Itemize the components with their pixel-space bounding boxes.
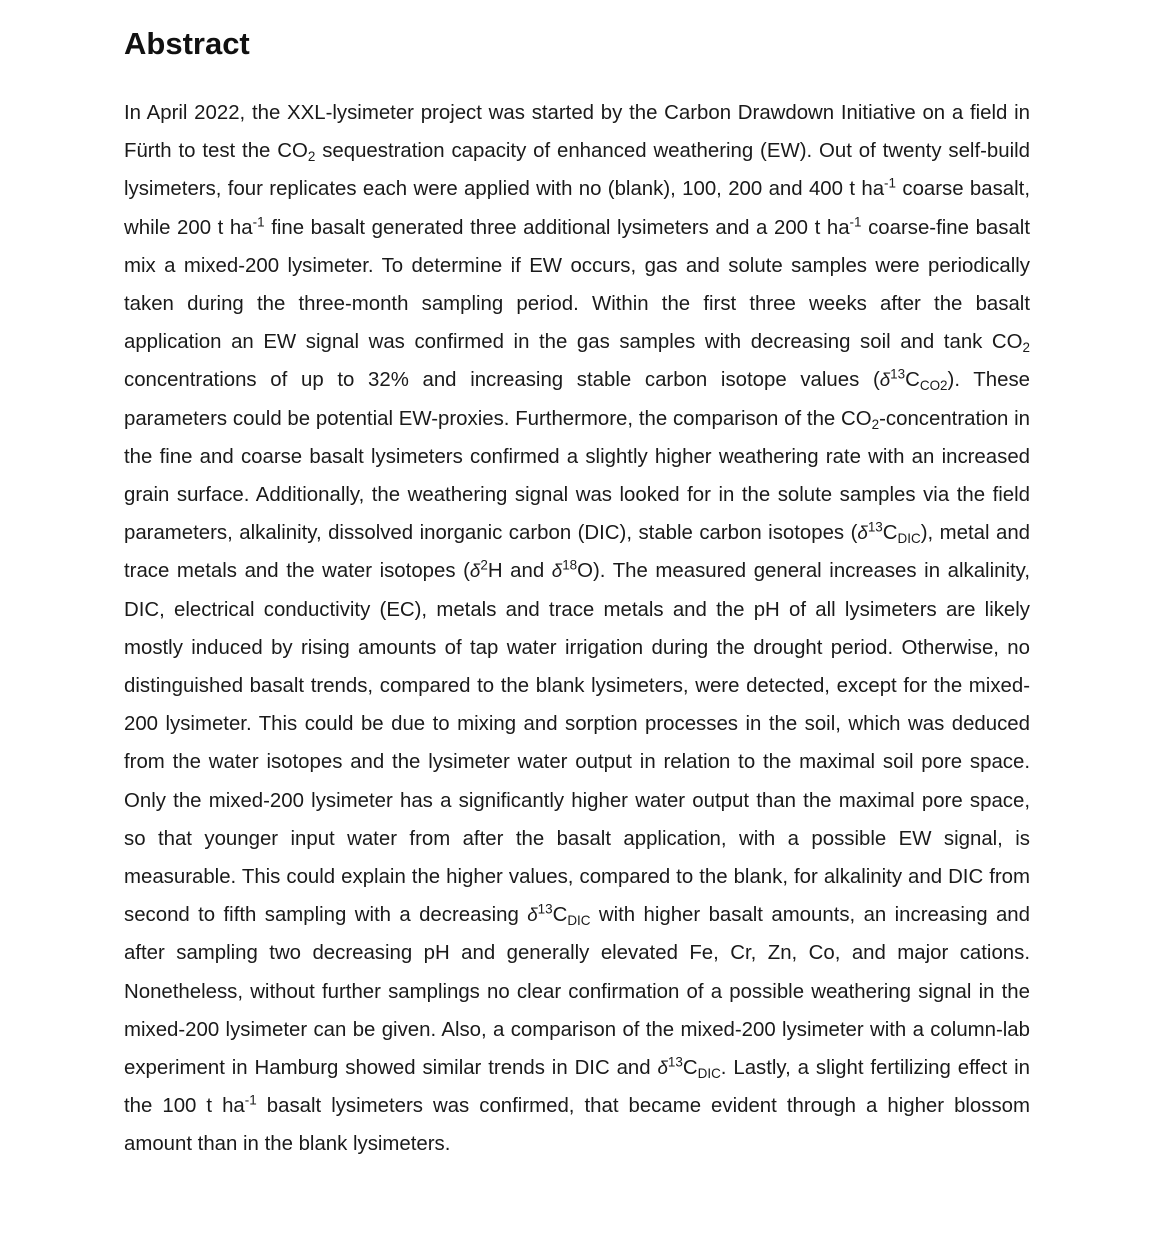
abstract-text: C <box>905 369 920 392</box>
abstract-text: C <box>682 1057 698 1080</box>
abstract-text: ). These parameters could be potential EW-proxies. Furthermore, the comparison of the CO <box>124 369 1030 430</box>
abstract-text: coarse basalt, while 200 t ha <box>124 178 1031 239</box>
delta-symbol: δ <box>527 904 538 926</box>
delta-symbol: δ <box>469 560 481 582</box>
superscript: 13 <box>667 1054 683 1070</box>
superscript: 18 <box>562 558 578 574</box>
abstract-text: basalt lysimeters was confirmed, that became evident through a higher blossom amount than in the blank lysimeters. <box>124 1095 1030 1156</box>
abstract-text: H and <box>487 560 552 583</box>
superscript: -1 <box>884 176 897 192</box>
superscript: -1 <box>849 214 862 230</box>
delta-symbol: δ <box>551 560 563 582</box>
delta-symbol: δ <box>879 369 891 391</box>
superscript: -1 <box>252 214 265 230</box>
subscript: 2 <box>871 416 880 432</box>
abstract-text: with higher basalt amounts, an increasing and after sampling two decreasing pH and generally elevated Fe, Cr, Zn, Co, and major cations. Nonetheless, without further samplings no clear confirmation of a possible weathering signal in the mixed-200 lysimeter can be given. Also, a comparison of the mixed-200 lysimeter with a column-lab experiment in Hamburg showed similar trends in DIC and <box>124 904 1030 1080</box>
abstract-text: concentrations of up to 32% and increasing stable carbon isotope values ( <box>124 369 880 392</box>
abstract-text: C <box>882 522 898 545</box>
abstract-text: ), metal and trace metals and the water isotopes ( <box>124 522 1030 583</box>
abstract-text: . Lastly, a slight fertilizing effect in the 100 t ha <box>124 1057 1030 1118</box>
subscript: DIC <box>697 1066 721 1082</box>
abstract-text: O). The measured general increases in alkalinity, DIC, electrical conductivity (EC), metals and trace metals and the pH of all lysimeters are likely mostly induced by rising amounts of tap water irrigation during the drought period. Otherwise, no distinguished basalt trends, compared to the blank lysimeters, were detected, except for the mixed-200 lysimeter. This could be due to mixing and sorption processes in the soil, which was deduced from the water isotopes and the lysimeter water output in relation to the maximal soil pore space. Only the mixed-200 lysimeter has a significantly higher water output than the maximal pore space, so that younger input water from after the basalt application, with a possible EW signal, is measurable. This could explain the higher values, compared to the blank, for alkalinity and DIC from second to fifth sampling with a decreasing <box>124 560 1030 927</box>
delta-symbol: δ <box>657 1057 668 1079</box>
delta-symbol: δ <box>857 522 868 544</box>
page-title: Abstract <box>124 26 250 61</box>
subscript: DIC <box>897 531 921 547</box>
abstract-text: coarse-fine basalt mix a mixed-200 lysimeter. To determine if EW occurs, gas and solute samples were periodically taken during the three-month sampling period. Within the first three weeks after the basalt application an EW signal was confirmed in the gas samples with decreasing soil and tank CO <box>124 216 1030 354</box>
superscript: 13 <box>867 519 883 535</box>
abstract-text: C <box>552 904 568 927</box>
superscript: 2 <box>480 558 488 574</box>
abstract-paragraph <box>124 94 1030 1164</box>
subscript: DIC <box>567 913 591 929</box>
abstract-text: -concentration in the fine and coarse basalt lysimeters confirmed a slightly higher weathering rate with an increased grain surface. Additionally, the weathering signal was looked for in the solute samples via the field parameters, alkalinity, dissolved inorganic carbon (DIC), stable carbon isotopes ( <box>124 407 1030 545</box>
subscript: 2 <box>1022 340 1030 356</box>
subscript: CO2 <box>919 378 948 394</box>
abstract-text: sequestration capacity of enhanced weathering (EW). Out of twenty self-build lysimeters, four replicates each were applied with no (blank), 100, 200 and 400 t ha <box>124 140 1030 201</box>
superscript: 13 <box>537 901 553 917</box>
subscript: 2 <box>307 149 316 165</box>
abstract-text: In April 2022, the XXL-lysimeter project was started by the Carbon Drawdown Initiative on a field in Fürth to test the CO <box>124 102 1030 163</box>
superscript: 13 <box>890 367 906 383</box>
abstract-text: fine basalt generated three additional lysimeters and a 200 t ha <box>264 216 850 239</box>
superscript: -1 <box>244 1092 257 1108</box>
